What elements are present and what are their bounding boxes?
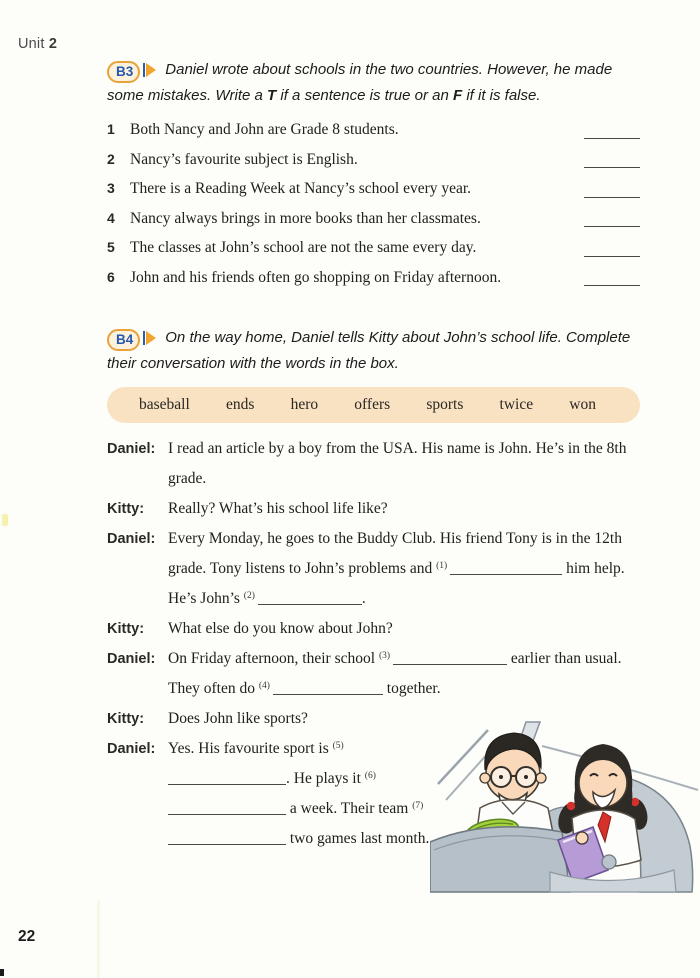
- word-box-word: offers: [354, 396, 391, 413]
- play-icon: [143, 63, 145, 77]
- unit-number: 2: [48, 36, 58, 52]
- fill-in-blank[interactable]: [450, 562, 562, 575]
- scan-artifact-crease: [97, 900, 100, 978]
- page-number: 22: [18, 928, 36, 945]
- dialogue-turn: [107, 614, 640, 644]
- text-run: if it is false.: [462, 87, 541, 104]
- text-run: if a sentence is true or an: [276, 87, 453, 104]
- blank-number: (6): [364, 771, 376, 781]
- item-text: There is a Reading Week at Nancy’s school every year.: [130, 180, 472, 197]
- speaker-name: Daniel:: [107, 441, 156, 457]
- fill-in-blank[interactable]: [168, 772, 286, 785]
- speech-text: [168, 434, 640, 494]
- speaker-name: Kitty:: [107, 711, 145, 727]
- exercise-b3-instructions: [107, 57, 640, 108]
- dialogue-turn: [107, 644, 640, 704]
- item-number: 6: [107, 268, 115, 285]
- speaker-name: Daniel:: [107, 741, 156, 757]
- item-number: 5: [107, 239, 115, 255]
- word-box-word: twice: [499, 396, 534, 413]
- speech-text: [168, 494, 640, 524]
- item-number: 1: [107, 121, 115, 137]
- answer-blank[interactable]: [584, 214, 640, 227]
- speech-text: [168, 524, 640, 614]
- blank-number: (1): [436, 561, 448, 571]
- speaker-name: Daniel:: [107, 651, 156, 667]
- instruction-text: [107, 329, 630, 372]
- text-run: .: [361, 590, 366, 607]
- speech-text: [168, 644, 640, 704]
- answer-blank[interactable]: [584, 273, 640, 286]
- fill-in-blank[interactable]: [393, 652, 507, 665]
- item-number: 2: [107, 150, 115, 167]
- word-box-word: hero: [290, 396, 319, 413]
- item-text: The classes at John’s school are not the same every day.: [130, 239, 477, 256]
- text-run: . He plays it: [286, 770, 365, 787]
- blank-number: (2): [243, 591, 255, 601]
- text-run: Daniel wrote about schools in the two countries. However, he made some mistakes. Write a: [107, 61, 613, 104]
- exercise-b4: [107, 325, 640, 423]
- blank-number: (5): [332, 741, 344, 751]
- play-icon: [143, 331, 145, 345]
- word-box-word: ends: [225, 396, 255, 413]
- exercise-b4-badge: [107, 329, 156, 346]
- text-run: a week. Their team: [286, 800, 413, 817]
- true-false-list: [107, 120, 640, 287]
- dialogue-turn: [107, 494, 640, 524]
- fill-in-blank[interactable]: [273, 682, 383, 695]
- true-false-item: [107, 238, 640, 258]
- text-run: Every Monday, he goes to the Buddy Club. His friend Tony is in the 12th grade. Tony listens to John’s problems and: [168, 530, 622, 577]
- item-text: Nancy always brings in more books than her classmates.: [130, 209, 481, 227]
- badge-label: B4: [107, 329, 140, 351]
- fill-in-blank[interactable]: [168, 832, 286, 845]
- scan-artifact-highlight: [2, 514, 8, 526]
- text-run: F: [452, 87, 463, 104]
- text-run: together.: [382, 680, 441, 697]
- word-box-word: baseball: [139, 396, 190, 413]
- fill-in-blank[interactable]: [258, 592, 362, 605]
- text-run: Yes. His favourite sport is: [168, 740, 333, 757]
- true-false-item: [107, 268, 640, 288]
- answer-blank[interactable]: [584, 244, 640, 257]
- true-false-item: [107, 150, 640, 170]
- blank-number: (7): [412, 801, 424, 811]
- text-run: two games last month.: [286, 830, 430, 847]
- true-false-item: [107, 179, 640, 199]
- item-number: 4: [107, 209, 115, 226]
- text-run: Really? What’s his school life like?: [168, 500, 388, 517]
- speaker-name: Kitty:: [107, 621, 145, 637]
- word-box-word: sports: [426, 396, 464, 413]
- text-run: I read an article by a boy from the USA. His name is John. He’s in the 8th grade.: [168, 440, 627, 487]
- unit-label: [18, 36, 57, 52]
- text-run: earlier than usual. They often do: [168, 650, 622, 697]
- exercise-b3-badge: [107, 61, 156, 78]
- play-triangle-icon: [146, 63, 156, 77]
- exercise-b4-instructions: [107, 325, 640, 376]
- dialogue-turn: [107, 434, 640, 494]
- dialogue-turn: [107, 524, 640, 614]
- text-run: On the way home, Daniel tells Kitty about John’s school life. Complete their conversation with the words in the box.: [107, 329, 631, 372]
- answer-blank[interactable]: [584, 185, 640, 198]
- students-illustration: [430, 720, 700, 896]
- blank-number: (3): [378, 651, 391, 661]
- word-box: [107, 387, 640, 423]
- fill-in-blank[interactable]: [168, 802, 286, 815]
- item-text: Nancy’s favourite subject is English.: [130, 150, 358, 168]
- true-false-item: [107, 209, 640, 229]
- item-text: John and his friends often go shopping on Friday afternoon.: [130, 268, 502, 286]
- exercise-b3: [107, 57, 640, 297]
- speaker-name: Kitty:: [107, 501, 145, 517]
- text-run: What else do you know about John?: [168, 620, 393, 637]
- text-run: T: [267, 87, 277, 104]
- answer-blank[interactable]: [584, 126, 640, 139]
- text-run: Does John like sports?: [168, 710, 308, 727]
- true-false-item: [107, 120, 640, 140]
- item-text: Both Nancy and John are Grade 8 students.: [130, 121, 399, 138]
- word-box-word: won: [569, 396, 596, 413]
- blank-number: (4): [258, 681, 270, 691]
- text-run: him help. He’s John’s: [168, 560, 625, 607]
- speech-text: [168, 614, 640, 644]
- speech-text: [168, 734, 460, 854]
- badge-label: B3: [107, 61, 140, 83]
- answer-blank[interactable]: [584, 155, 640, 168]
- speaker-name: Daniel:: [107, 531, 156, 547]
- unit-word: Unit: [18, 36, 45, 52]
- item-number: 3: [107, 180, 115, 196]
- instruction-text: [107, 61, 612, 104]
- play-triangle-icon: [146, 331, 156, 345]
- text-run: On Friday afternoon, their school: [168, 650, 379, 667]
- scan-artifact-tick: [0, 969, 4, 976]
